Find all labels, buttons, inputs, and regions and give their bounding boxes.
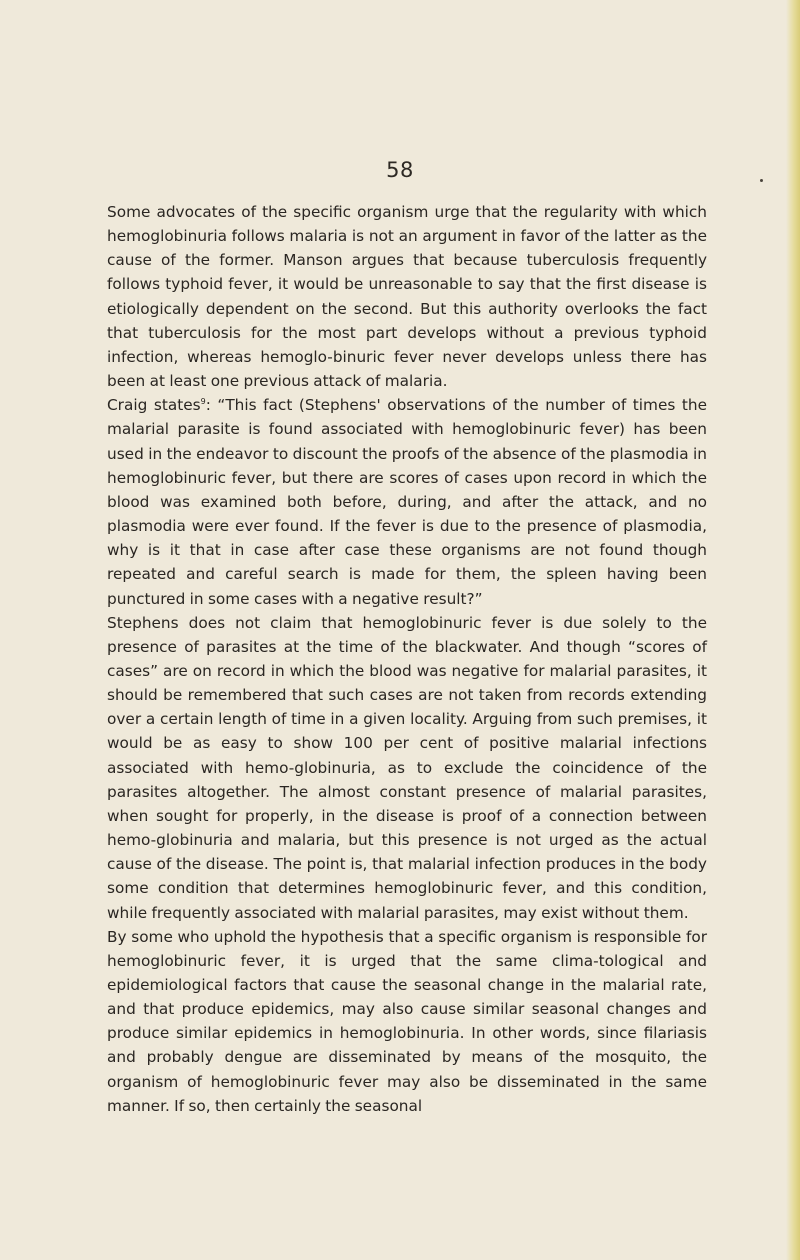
page-number: 58 bbox=[386, 158, 414, 182]
page-edge-discoloration bbox=[786, 0, 800, 1260]
paragraph-4: By some who uphold the hypothesis that a specific organism is responsible for hemoglobinuric fever, it is urged that the same clima-tological and epidemiological factors that cause the seasonal change in the malarial rate, and that produce epidemics, may also cause similar seasonal changes and produce similar epidemics in hemoglobinuria. In other words, since filariasis and probably dengue are disseminated by means of the mosquito, the organism of hemoglobinuric fever may also be disseminated in the same manner. If so, then certainly the seasonal bbox=[107, 927, 707, 1115]
paragraph-2 bbox=[107, 393, 707, 610]
paragraph-2-lead: Craig states bbox=[107, 396, 201, 415]
paragraph-2-body: : “This fact (Stephens' observations of the number of times the malarial parasite is found associated with hemoglobinuric fever) has been used in the endeavor to discount the proofs of the absence of the plasmodia in hemoglobinuric fever, but there are scores of cases upon record in which the blood was examined both before, during, and after the attack, and no plasmodia were ever found. If the fever is due to the presence of plasmodia, why is it that in case after case these organisms are not found though repeated and careful search is made for them, the spleen having been punctured in some cases with a negative result?” bbox=[107, 396, 707, 608]
footnote-ref: 9 bbox=[200, 397, 206, 407]
paragraph-3: Stephens does not claim that hemoglobinuric fever is due solely to the presence of parasites at the time of the blackwater. And though “scores of cases” are on record in which the blood was negative for malarial parasites, it should be remembered that such cases are not taken from records extending over a certain length of time in a given locality. Arguing from such premises, it would be as easy to show 100 per cent of positive malarial infections associated with hemo-globinuria, as to exclude the coincidence of the parasites altogether. The almost constant presence of malarial parasites, when sought for properly, in the disease is proof of a connection between hemo-globinuria and malaria, but this presence is not urged as the actual cause of the disease. The point is, that malarial infection produces in the body some condition that determines hemoglobinuric fever, and this condition, while frequently associated with malarial parasites, may exist without them. bbox=[107, 613, 707, 922]
page-speck bbox=[760, 179, 763, 182]
body-text bbox=[107, 200, 707, 1118]
paragraph-1: Some advocates of the specific organism urge that the regularity with which hemoglobinuria follows malaria is not an argument in favor of the latter as the cause of the former. Manson argues that because tuberculosis frequently follows typhoid fever, it would be unreasonable to say that the first disease is etiologically dependent on the second. But this authority overlooks the fact that tuberculosis for the most part develops without a previous typhoid infection, whereas hemoglo-binuric fever never develops unless there has been at least one previous attack of malaria. bbox=[107, 203, 707, 391]
